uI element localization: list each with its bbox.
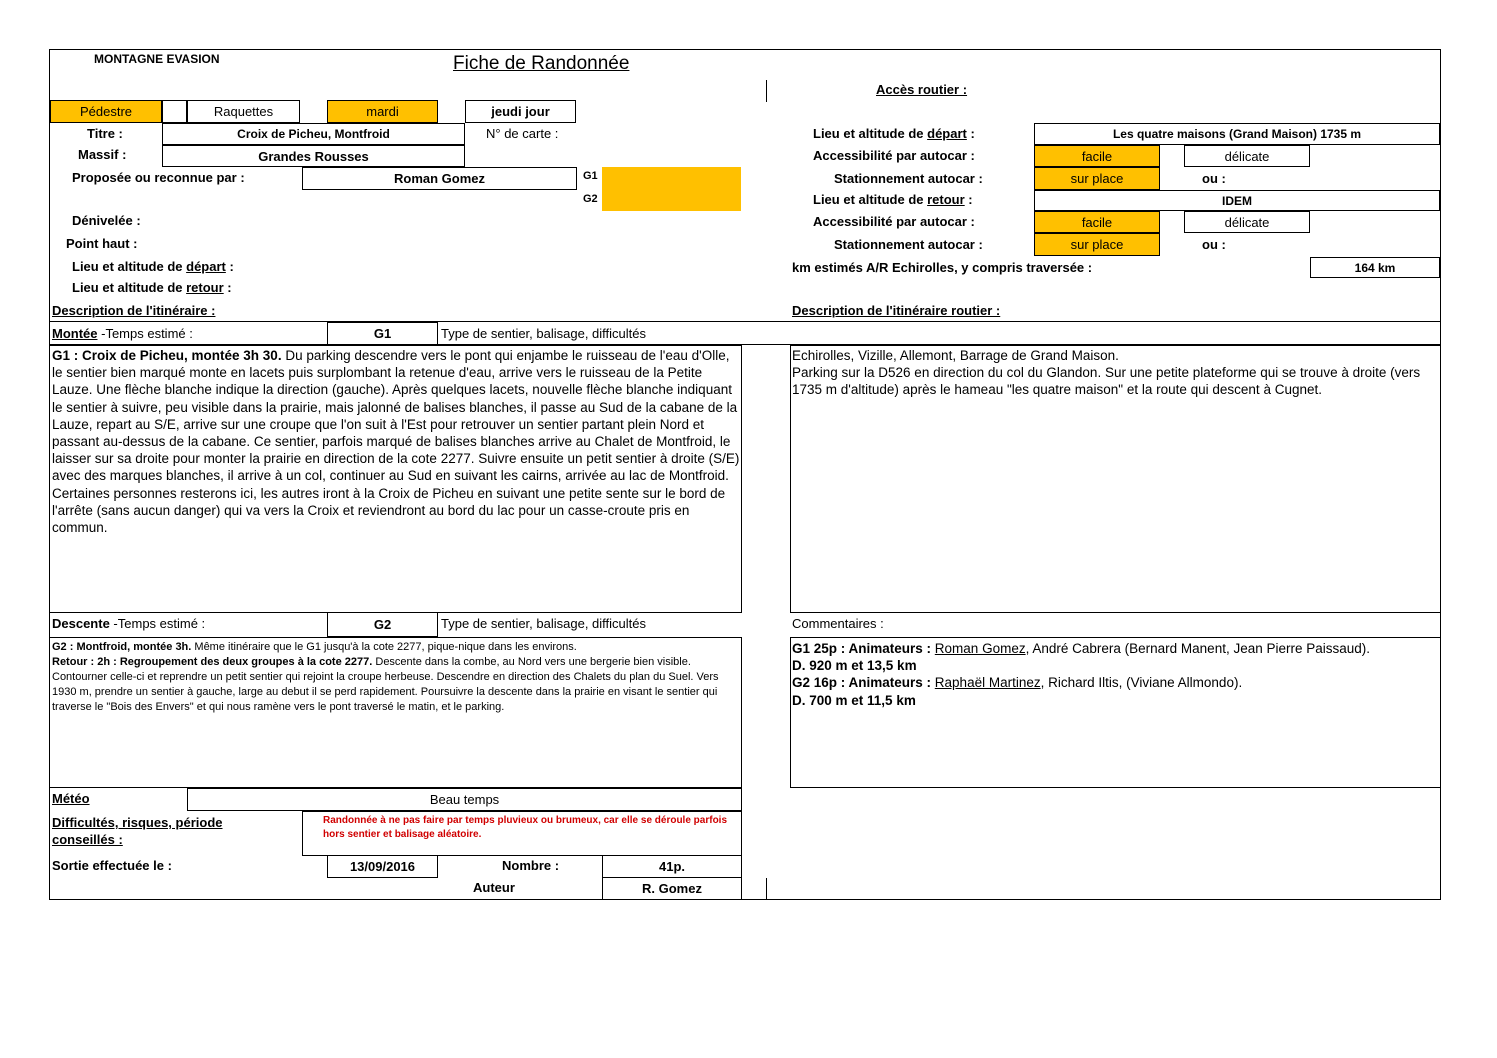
colon: : [966, 126, 975, 141]
retour-prefix: Lieu et altitude de [72, 280, 187, 295]
carte-label: N° de carte : [486, 126, 559, 141]
colon: : [964, 192, 973, 207]
routier-line-1: Echirolles, Vizille, Allemont, Barrage de Grand Maison. [792, 348, 1119, 363]
meteo-value: Beau temps [187, 788, 742, 811]
point-haut-label: Point haut : [66, 236, 138, 251]
g-color-block [602, 167, 741, 211]
meteo-label: Météo [52, 791, 90, 806]
g2-animateur: Raphaël Martinez [934, 675, 1041, 691]
day-jeudi: jeudi jour [465, 100, 576, 123]
routier-line-2: Parking sur la D526 en direction du col du Glandon. Sur une petite plateforme qui se trouve à droite (vers 1735 m d'altitude) après le hameau "les quatre maison" et la route qui descent à Cugnet. [792, 365, 1421, 398]
colon: : [223, 280, 232, 295]
sur-place-2: sur place [1034, 233, 1160, 256]
nombre-value: 41p. [602, 855, 742, 878]
montee-body: Du parking descendre vers le pont qui enjambe le ruisseau de l'eau d'Olle, le sentier bien marqué monte en lacets puis surplombant la retenue d'eau, arrive vers le ruisseau de la Petite Lauze. Une flèche blanche indique la direction (gauche). Après quelques lacets, nouvelle flèche blanche indiquant le sentier à suivre, peu visible dans la prairie, mais jalonné de balises blanches, il passe au Sud de la cabane de la Lauze, repart au S/E, arrive sur une croupe que l'on suit à l'Est pour retrouver un sentier partant plein Nord et passant au-dessus de la cabane. Ce sentier, parfois marqué de balises blanches arrive au Chalet de Montfroid, le laisser sur sa droite pour monter la prairie en direction de la cote 2277. Suivre ensuite un petit sentier à droite (S/E) avec des marques blanches, il arrive à un col, continuer au Sud en suivant les cairns, arrivée au lac de Montfroid. Certaines personnes resterons ici, les autres iront à la Croix de Picheu en suivant une petite sente sur le bord de l'arrête (sans aucun danger) qui va vers la Croix et reviendront au bord du lac pour un casse-croute pris en commun. [52, 348, 740, 536]
org-name: MONTAGNE EVASION [94, 52, 220, 66]
page-title: Fiche de Randonnée [453, 53, 630, 74]
depart-right-label [813, 126, 975, 141]
acces-routier-heading: Accès routier : [876, 82, 968, 97]
retour-right-value: IDEM [1034, 190, 1440, 211]
descente-label [52, 616, 205, 631]
type-pedestre: Pédestre [50, 100, 162, 123]
descente-group: G2 [327, 612, 438, 637]
sur-place-1: sur place [1034, 167, 1160, 190]
descente-type-sentier: Type de sentier, balisage, difficultés [441, 616, 646, 631]
montee-top-line [50, 321, 1441, 322]
difficultes-label: Difficultés, risques, période conseillés : [52, 815, 223, 847]
g1-distance: D. 920 m et 13,5 km [792, 658, 917, 674]
stationnement-label-1: Stationnement autocar : [834, 171, 983, 186]
sortie-label: Sortie effectuée le : [52, 858, 172, 873]
type-blank [162, 100, 187, 123]
temps-estime: -Temps estimé : [109, 616, 206, 631]
sortie-value: 13/09/2016 [327, 855, 438, 878]
g1-label: G1 [583, 170, 598, 182]
g2-comment [792, 674, 1438, 691]
type-raquettes: Raquettes [187, 100, 300, 123]
depart-left-label [72, 259, 234, 274]
massif-value: Grandes Rousses [162, 145, 465, 167]
retour-word: retour [927, 192, 965, 207]
titre-value: Croix de Picheu, Montfroid [162, 123, 465, 145]
g2-label: G2 [583, 193, 598, 205]
day-mardi: mardi [327, 100, 438, 123]
montee-lead: G1 : Croix de Picheu, montée 3h 30. [52, 348, 282, 363]
routier-description [792, 347, 1432, 399]
routier-heading: Description de l'itinéraire routier : [792, 303, 1001, 318]
depart-prefix: Lieu et altitude de [72, 259, 187, 274]
access-label-1: Accessibilité par autocar : [813, 148, 975, 163]
header-divider [766, 80, 767, 102]
montee-description [52, 347, 740, 536]
depart-right-value: Les quatre maisons (Grand Maison) 1735 m [1034, 123, 1440, 145]
km-label: km estimés A/R Echirolles, y compris traversée : [792, 260, 1093, 275]
retour-body: Descente dans la combe, au Nord vers une bergerie bien visible. Contourner celle-ci et reprendre un petit sentier qui rejoint la croupe herbeuse. Descendre en direction des Chalets du plan du Suel. Vers 1930 m, prendre un sentier à gauche, large au debut il se perd rapidement. Poursuivre la descente dans la prairie en visant le sentier qui traverse le "Bois des Envers" et qui nous ramène vers le pont traversé le matin, et le parking. [52, 656, 719, 713]
montee-word: Montée [52, 326, 98, 341]
delicate-1: délicate [1184, 145, 1310, 167]
g2-lead: G2 : Montfroid, montée 3h. [52, 641, 192, 653]
g2-body: Même itinéraire que le G1 jusqu'à la cote 2277, pique-nique dans les environs. [191, 641, 577, 653]
footer-divider [766, 878, 767, 900]
facile-2: facile [1034, 211, 1160, 233]
depart-word: départ [927, 126, 967, 141]
delicate-2: délicate [1184, 211, 1310, 233]
depart-prefix: Lieu et altitude de [813, 126, 928, 141]
g2-distance: D. 700 m et 11,5 km [792, 692, 916, 708]
retour-right-label [813, 192, 973, 207]
montee-group: G1 [327, 322, 438, 345]
access-label-2: Accessibilité par autocar : [813, 214, 975, 229]
montee-type-sentier: Type de sentier, balisage, difficultés [441, 326, 646, 341]
facile-1: facile [1034, 145, 1160, 167]
retour-prefix: Lieu et altitude de [813, 192, 928, 207]
colon: : [225, 259, 234, 274]
difficultes-value: Randonnée à ne pas faire par temps pluvieux ou brumeux, car elle se déroule parfois hors sentier et balisage aléatoire. [323, 815, 728, 840]
retour-word: retour [186, 280, 224, 295]
proposee-value: Roman Gomez [302, 167, 577, 190]
retour-left-label [72, 280, 232, 295]
nombre-label: Nombre : [502, 858, 560, 873]
auteur-value: R. Gomez [602, 877, 742, 900]
montee-label [52, 326, 193, 341]
retour-lead: Retour : 2h : Regroupement des deux groupes à la cote 2277. [52, 656, 373, 668]
km-value: 164 km [1310, 257, 1440, 278]
descente-description [52, 640, 742, 715]
auteur-label: Auteur [473, 880, 515, 895]
commentaires-label: Commentaires : [792, 616, 884, 631]
g1-comment [792, 640, 1438, 657]
ou-2: ou : [1202, 237, 1226, 252]
g1-lead: G1 25p : Animateurs : [792, 641, 935, 656]
stationnement-label-2: Stationnement autocar : [834, 237, 983, 252]
g1-animateur: Roman Gomez [934, 641, 1026, 656]
temps-estime: -Temps estimé : [97, 326, 193, 341]
proposee-label: Proposée ou reconnue par : [72, 170, 245, 185]
descente-word: Descente [52, 616, 110, 631]
commentaires-body [792, 640, 1438, 709]
massif-label: Massif : [78, 147, 127, 162]
g2-lead: G2 16p : Animateurs : [792, 675, 935, 691]
denivelee-label: Dénivelée : [72, 213, 141, 228]
ou-1: ou : [1202, 171, 1226, 186]
titre-label: Titre : [87, 126, 123, 141]
g1-rest: , André Cabrera (Bernard Manent, Jean Pierre Paissaud). [1025, 641, 1371, 656]
itineraire-heading: Description de l'itinéraire : [52, 303, 216, 318]
g2-rest: , Richard Iltis, (Viviane Allmondo). [1040, 675, 1243, 691]
depart-word: départ [186, 259, 226, 274]
